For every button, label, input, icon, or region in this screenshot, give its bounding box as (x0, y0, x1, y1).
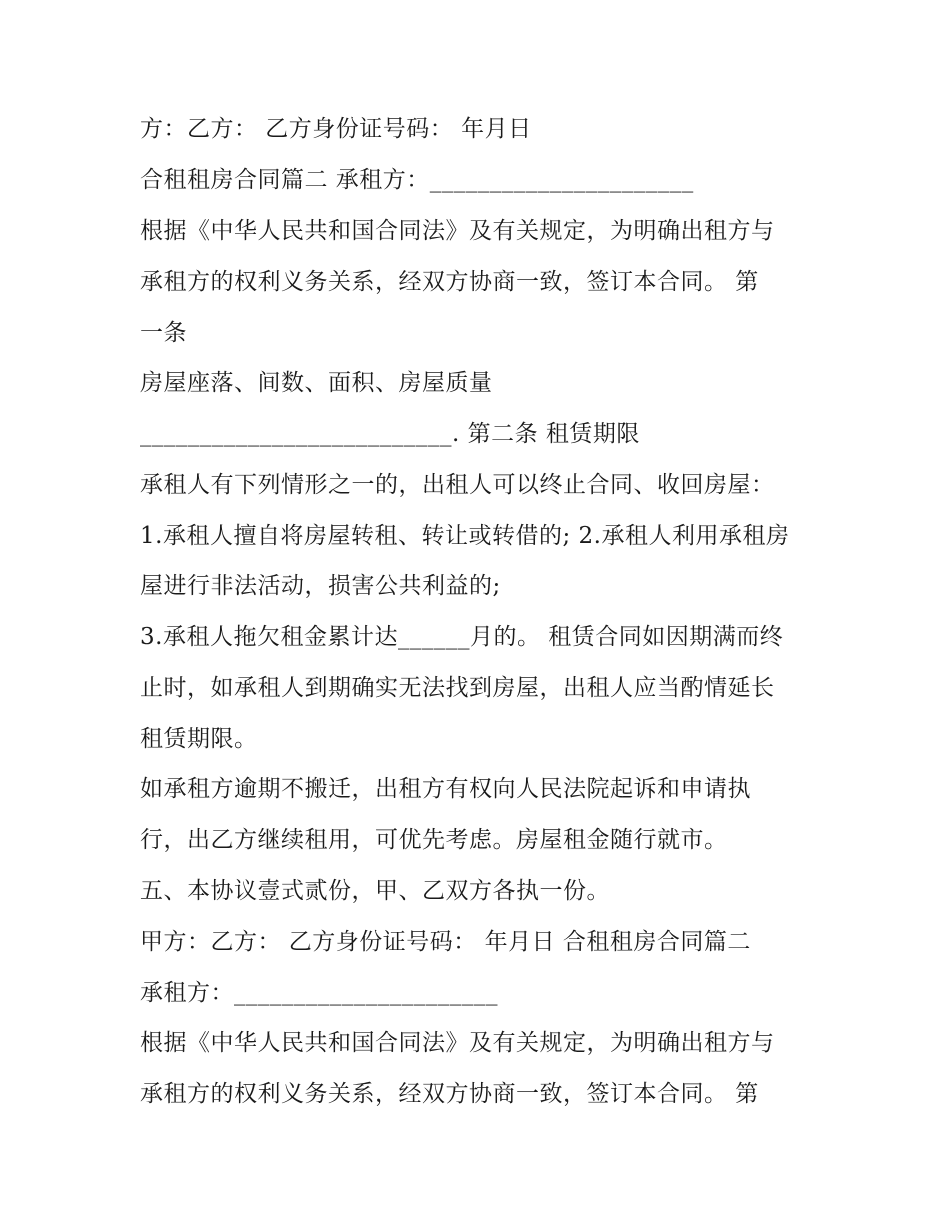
text-line-1: 方：乙方： 乙方身份证号码： 年月日 (140, 116, 532, 142)
text-line-6: 房屋座落、间数、面积、房屋质量 (140, 370, 493, 396)
text-line-3: 根据《中华人民共和国合同法》及有关规定，为明确出租方与 (140, 218, 775, 244)
text-line-12: 止时，如承租人到期确实无法找到房屋，出租人应当酌情延长 (140, 675, 775, 701)
text-line-13: 租赁期限。 (140, 726, 258, 752)
text-line-9: 1.承租人擅自将房屋转租、转让或转借的; 2.承租人利用承租房 (140, 523, 790, 549)
text-line-10: 屋进行非法活动，损害公共利益的; (140, 573, 501, 599)
text-line-19: 根据《中华人民共和国合同法》及有关规定，为明确出租方与 (140, 1030, 775, 1056)
text-line-14: 如承租方逾期不搬迁，出租方有权向人民法院起诉和申请执 (140, 776, 751, 802)
text-line-8: 承租人有下列情形之一的，出租人可以终止合同、收回房屋： (140, 472, 775, 498)
text-line-7: __________________________. 第二条 租赁期限 (140, 421, 640, 447)
text-line-18: 承租方：______________________ (140, 980, 498, 1006)
text-line-2: 合租租房合同篇二 承租方：______________________ (140, 167, 694, 193)
text-line-20: 承租方的权利义务关系，经双方协商一致，签订本合同。 第 (140, 1081, 759, 1107)
text-line-5: 一条 (140, 320, 187, 346)
text-line-15: 行，出乙方继续租用，可优先考虑。房屋租金随行就市。 (140, 827, 728, 853)
text-line-16: 五、本协议壹式贰份，甲、乙双方各执一份。 (140, 878, 610, 904)
text-line-17: 甲方：乙方： 乙方身份证号码： 年月日 合租租房合同篇二 (140, 929, 751, 955)
text-line-11: 3.承租人拖欠租金累计达______月的。 租赁合同如因期满而终 (140, 624, 784, 650)
text-line-4: 承租方的权利义务关系，经双方协商一致，签订本合同。 第 (140, 269, 759, 295)
